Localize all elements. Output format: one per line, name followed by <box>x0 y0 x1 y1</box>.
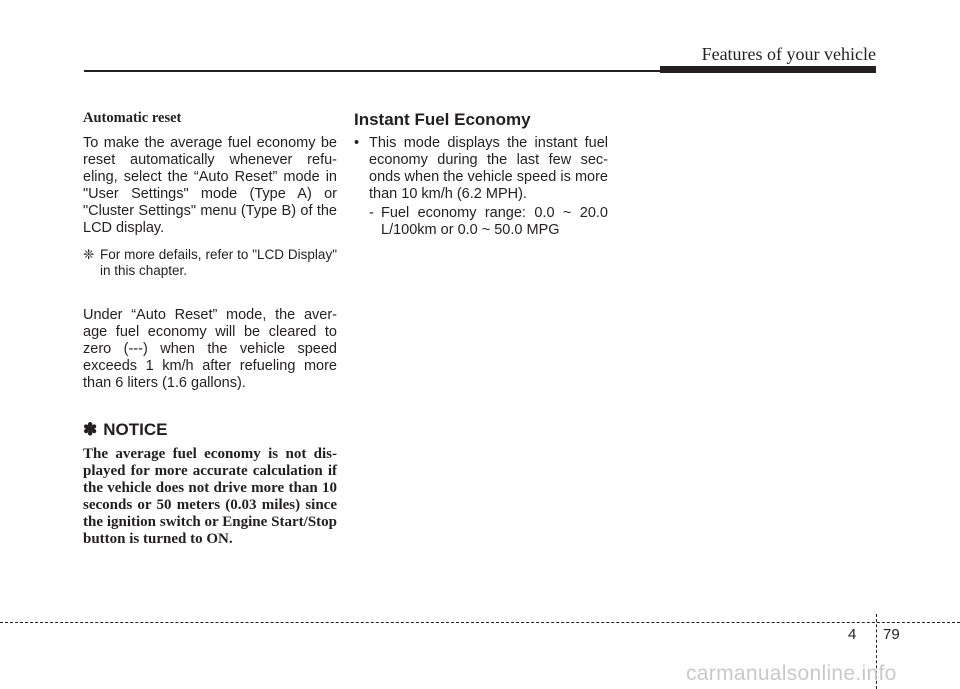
lcd-reference-note <box>83 247 337 279</box>
footer-rule <box>0 622 960 623</box>
header-title: Features of your vehicle <box>701 44 876 64</box>
automatic-reset-paragraph: To make the average fuel economy be reset automatically whenever refu-eling, select the “Auto Reset” mode in "User Settings" mode (Type A) or "Cluster Settings" menu (Type B) of the LCD display. <box>83 135 337 236</box>
page-number: 79 <box>883 626 900 643</box>
dash-item <box>354 205 608 239</box>
bullet-text: This mode displays the instant fuel economy during the last few sec-onds when the vehicle speed is more than 10 km/h (6.2 MPH). <box>369 135 608 202</box>
bullet-item <box>354 135 608 203</box>
dash-icon: - <box>369 205 374 221</box>
chapter-number: 4 <box>848 626 857 643</box>
watermark: carmanualsonline.info <box>686 662 897 685</box>
instant-fuel-economy-title: Instant Fuel Economy <box>354 110 531 129</box>
automatic-reset-heading: Automatic reset <box>83 110 182 126</box>
bullet-icon: • <box>354 135 360 151</box>
header-rule-thin <box>84 70 662 72</box>
notice-title-text: NOTICE <box>103 420 168 439</box>
notice-asterisk-icon: ✽ <box>83 420 98 439</box>
fuel-economy-range: Fuel economy range: 0.0 ~ 20.0 L/100km or 0.0 ~ 50.0 MPG <box>381 205 608 238</box>
notice-title <box>83 420 337 440</box>
note-mark-icon: ❈ <box>83 247 95 262</box>
right-column <box>354 110 608 239</box>
auto-reset-paragraph: Under “Auto Reset” mode, the aver-age fuel economy will be cleared to zero (---) when the vehicle speed exceeds 1 km/h after refueling more than 6 liters (1.6 gallons). <box>83 307 337 391</box>
header-rule-thick <box>660 66 876 73</box>
left-column <box>83 110 337 548</box>
lcd-reference-note-text: For more defails, refer to "LCD Display" in this chapter. <box>100 247 337 278</box>
notice-body: The average fuel economy is not dis-played for more accurate calculation if the vehicle does not drive more than 10 seconds or 50 meters (0.03 miles) since the ignition switch or Engine Start/Stop button is turned to ON. <box>83 446 337 547</box>
